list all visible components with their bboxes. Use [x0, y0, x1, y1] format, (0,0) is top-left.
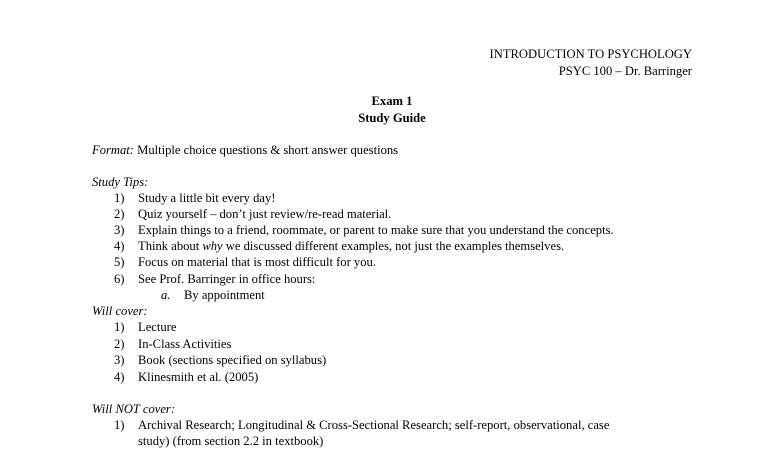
list-text: In-Class Activities [138, 337, 232, 351]
list-text-post: we discussed different examples, not just the examples themselves. [222, 239, 565, 253]
format-text: Multiple choice questions & short answer questions [133, 143, 399, 157]
list-text: Study a little bit every day! [138, 191, 276, 205]
list-number: 1) [114, 320, 125, 334]
list-text: Focus on material that is most difficult for you. [138, 255, 376, 269]
list-number: 1) [114, 418, 125, 432]
list-text-emphasis: why [202, 239, 223, 253]
list-number: 5) [114, 255, 125, 269]
format-line [92, 142, 398, 158]
list-number: 4) [114, 370, 125, 384]
course-title: INTRODUCTION TO PSYCHOLOGY [489, 47, 692, 61]
list-number: 6) [114, 272, 125, 286]
list-text: Klinesmith et al. (2005) [138, 370, 259, 384]
will-not-cover-heading: Will NOT cover: [92, 402, 176, 416]
list-number: 1) [114, 191, 125, 205]
list-text: Lecture [138, 320, 177, 334]
list-text [138, 238, 564, 254]
list-text: Archival Research; Longitudinal & Cross-Sectional Research; self-report, observational, case [138, 418, 610, 432]
will-cover-heading: Will cover: [92, 304, 148, 318]
list-text: Explain things to a friend, roommate, or parent to make sure that you understand the concepts. [138, 223, 614, 237]
study-guide-title: Study Guide [358, 111, 426, 125]
sub-list-text: By appointment [184, 288, 265, 302]
list-text: study) (from section 2.2 in textbook) [138, 434, 324, 448]
list-text: Book (sections specified on syllabus) [138, 353, 327, 367]
list-text-pre: Think about [138, 239, 203, 253]
list-number: 4) [114, 239, 125, 253]
format-label: Format: [92, 143, 134, 157]
sub-list-letter: a. [161, 288, 171, 302]
list-text: Quiz yourself – don’t just review/re-read material. [138, 207, 392, 221]
list-text: See Prof. Barringer in office hours: [138, 272, 316, 286]
exam-title: Exam 1 [371, 94, 413, 108]
list-number: 2) [114, 337, 125, 351]
list-number: 3) [114, 353, 125, 367]
course-code-instructor: PSYC 100 – Dr. Barringer [558, 64, 692, 78]
course-header [490, 46, 692, 80]
list-number: 2) [114, 207, 125, 221]
list-number: 3) [114, 223, 125, 237]
study-tips-heading: Study Tips: [92, 175, 149, 189]
